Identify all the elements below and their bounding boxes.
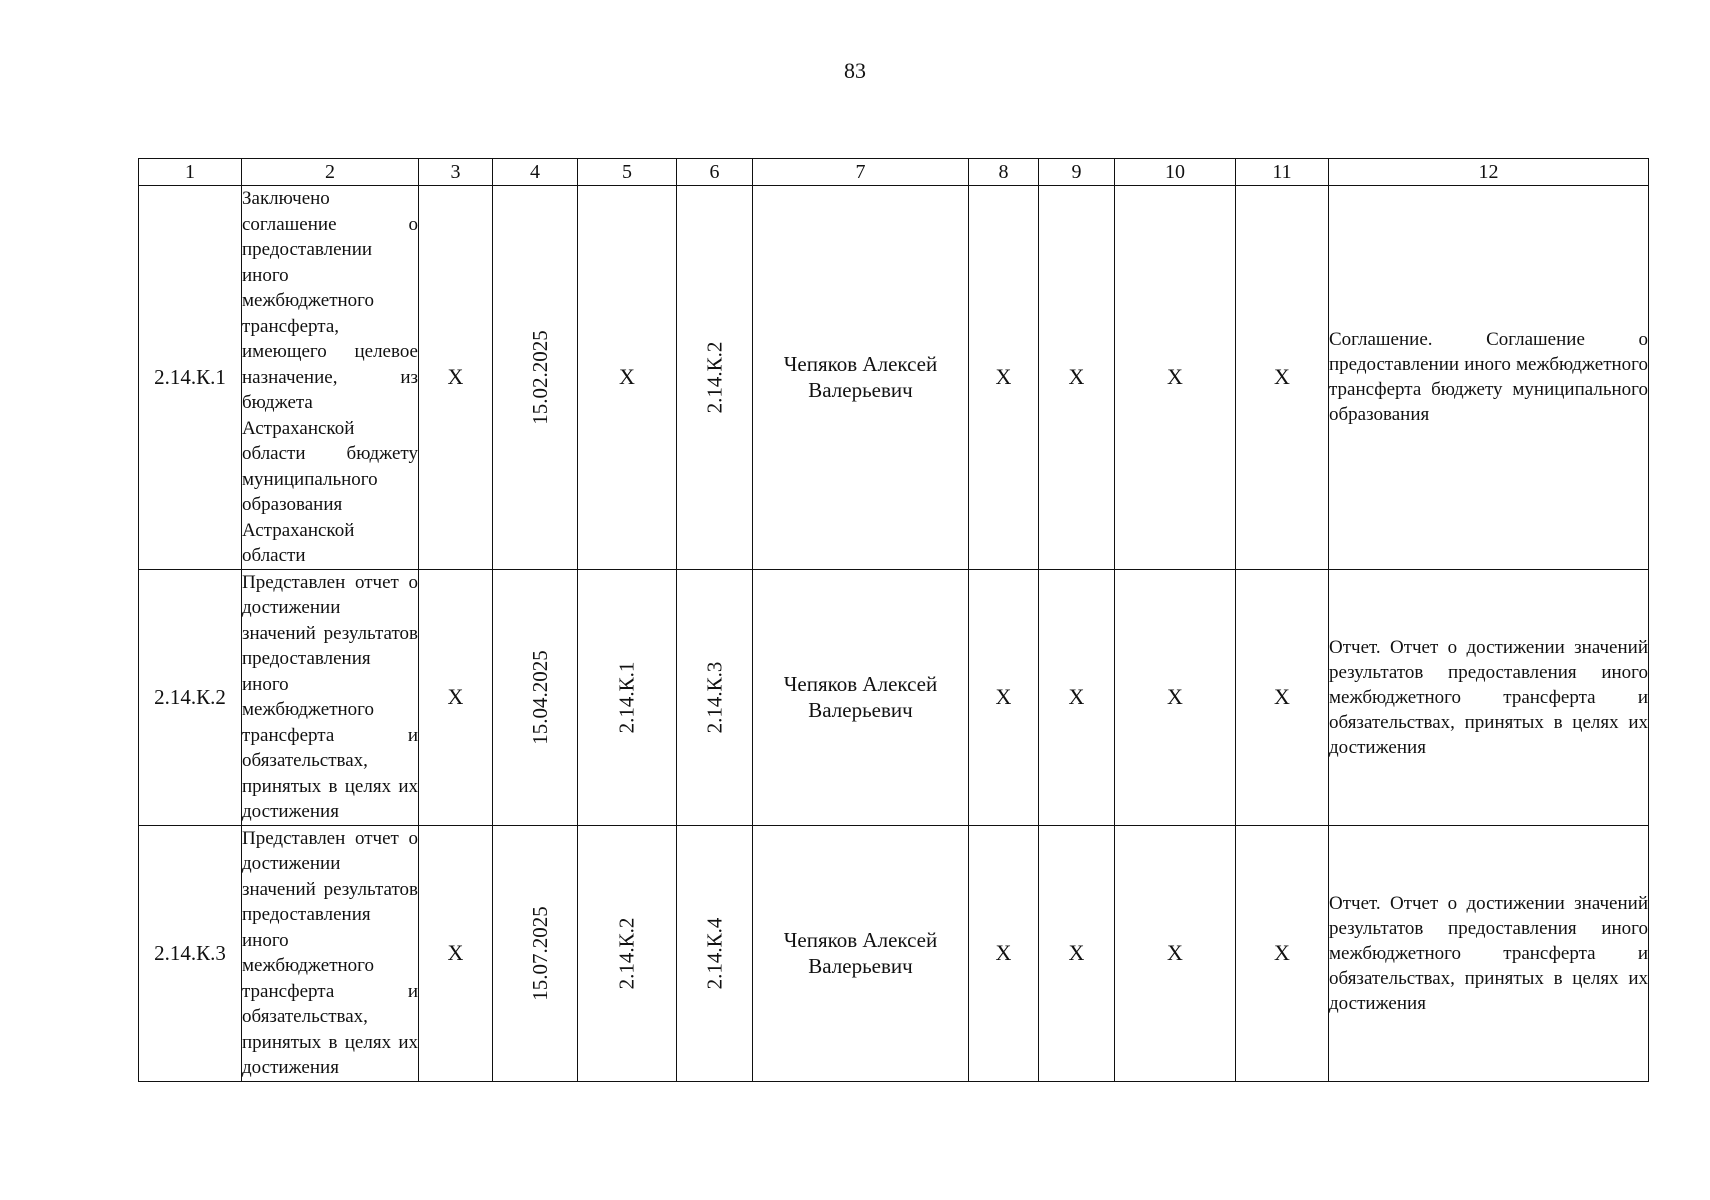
column-header: 1 [139,159,242,186]
cell-col5: X [578,186,677,570]
prev-point-cell [578,825,677,1081]
row-description: Заключено соглашение о предоставлении иного межбюджетного трансферта, имеющего целевое назначение, из бюджета Астраханской области бюджету муниципального образования Астраханской области [242,186,419,570]
cell-col11: X [1236,186,1329,570]
row-result: Отчет. Отчет о достижении значений результатов предоставления иного межбюджетного трансферта и обязательствах, принятых в целях их достижения [1329,825,1649,1081]
cell-col10: X [1115,186,1236,570]
column-header: 9 [1039,159,1115,186]
row-next-point: 2.14.К.3 [701,661,726,733]
date-cell [493,186,578,570]
cell-col9: X [1039,569,1115,825]
table-row [139,186,1649,570]
cell-col10: X [1115,569,1236,825]
table-row [139,569,1649,825]
column-header: 5 [578,159,677,186]
date-cell [493,825,578,1081]
column-header: 4 [493,159,578,186]
row-date: 15.07.2025 [527,905,552,1001]
row-date: 15.04.2025 [527,649,552,745]
date-cell [493,569,578,825]
row-id: 2.14.К.1 [139,186,242,570]
column-header: 10 [1115,159,1236,186]
row-responsible: Чепяков Алексей Валерьевич [753,569,969,825]
cell-col3: X [419,186,493,570]
row-next-point: 2.14.К.2 [701,341,726,414]
column-header: 8 [969,159,1039,186]
row-description: Представлен отчет о достижении значений результатов предоставления иного межбюджетного трансферта и обязательствах, принятых в целях их достижения [242,569,419,825]
cell-col10: X [1115,825,1236,1081]
cell-col9: X [1039,825,1115,1081]
cell-col11: X [1236,569,1329,825]
row-date: 15.02.2025 [527,330,552,425]
next-point-cell [677,186,753,570]
column-header: 11 [1236,159,1329,186]
column-header: 2 [242,159,419,186]
cell-col11: X [1236,825,1329,1081]
row-result: Отчет. Отчет о достижении значений результатов предоставления иного межбюджетного трансферта и обязательствах, принятых в целях их достижения [1329,569,1649,825]
row-next-point: 2.14.К.4 [701,917,726,989]
column-header: 12 [1329,159,1649,186]
column-header: 6 [677,159,753,186]
control-points-table [138,158,1649,1082]
table-row [139,825,1649,1081]
cell-col8: X [969,186,1039,570]
page-number: 83 [844,58,866,83]
row-id: 2.14.К.2 [139,569,242,825]
row-prev-point: 2.14.К.1 [614,661,639,733]
next-point-cell [677,825,753,1081]
column-header: 3 [419,159,493,186]
column-header: 7 [753,159,969,186]
row-description: Представлен отчет о достижении значений результатов предоставления иного межбюджетного трансферта и обязательствах, принятых в целях их достижения [242,825,419,1081]
row-prev-point: 2.14.К.2 [614,917,639,989]
row-responsible: Чепяков Алексей Валерьевич [753,186,969,570]
prev-point-cell [578,569,677,825]
cell-col8: X [969,569,1039,825]
cell-col8: X [969,825,1039,1081]
next-point-cell [677,569,753,825]
cell-col3: X [419,825,493,1081]
row-id: 2.14.К.3 [139,825,242,1081]
row-result: Соглашение. Соглашение о предоставлении иного межбюджетного трансферта бюджету муниципального образования [1329,186,1649,570]
cell-col9: X [1039,186,1115,570]
cell-col3: X [419,569,493,825]
header-row [139,159,1649,186]
row-responsible: Чепяков Алексей Валерьевич [753,825,969,1081]
